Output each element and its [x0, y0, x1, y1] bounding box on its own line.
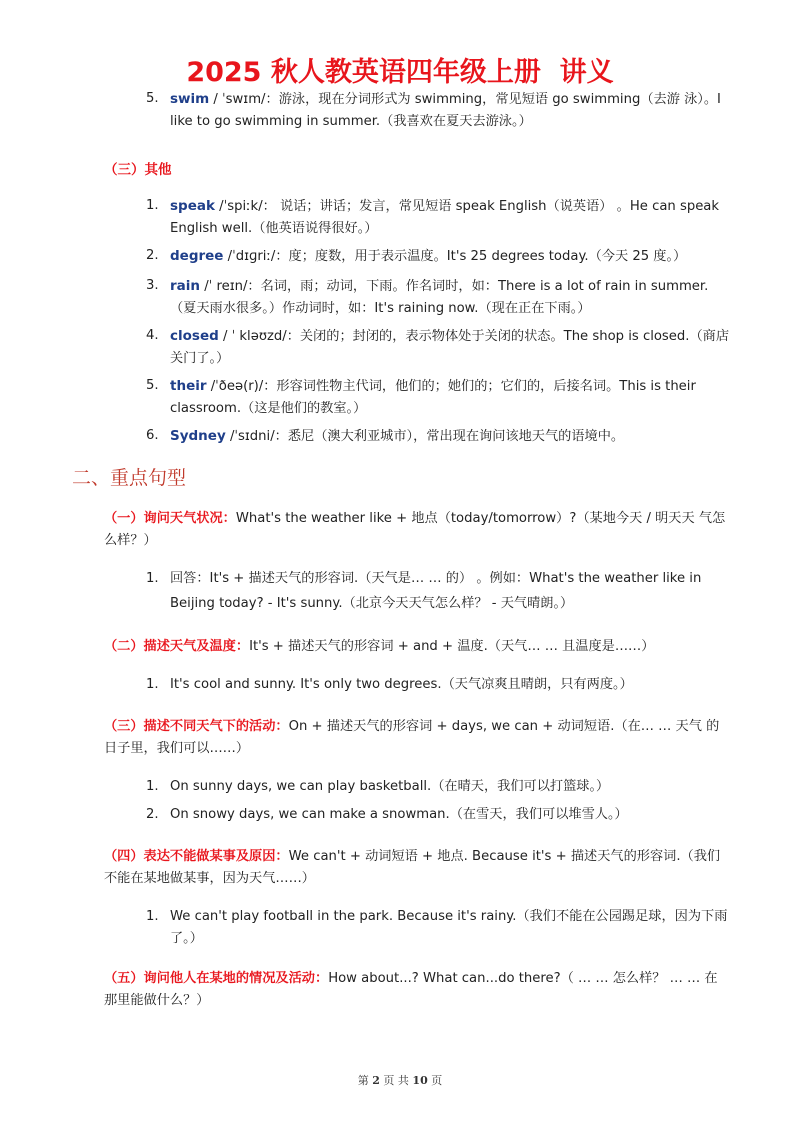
- pattern-label: （三）描述不同天气下的活动：: [104, 719, 289, 734]
- footer-mid: 页 共: [383, 1074, 409, 1087]
- example-item: [0, 674, 800, 696]
- pattern-text: On + 描述天气的形容词 + days, we can + 动词短语.（在… … 天气 的日子里，我们可以……）: [104, 719, 720, 756]
- example-text: On sunny days, we can play basketball.（在晴天，我们可以打篮球。）: [170, 779, 610, 794]
- item-number: 5.: [146, 378, 159, 393]
- sentence-pattern-heading: [104, 846, 726, 890]
- vocab-item-their: [0, 375, 800, 420]
- item-number: 6.: [146, 428, 159, 443]
- item-number: 2.: [146, 807, 159, 822]
- vocab-word: swim: [170, 91, 210, 107]
- others-heading: （三）其他: [104, 162, 172, 178]
- title-main: 2025 秋人教英语四年级上册: [186, 57, 541, 88]
- example-item: [0, 906, 800, 950]
- item-number: 3.: [146, 278, 159, 293]
- vocab-word: speak: [170, 198, 215, 214]
- page-footer: [0, 1072, 800, 1088]
- footer-page-number: 2: [372, 1074, 380, 1087]
- item-number: 1.: [146, 779, 159, 794]
- pattern-label: （一）询问天气状况：: [104, 511, 236, 526]
- item-number: 1.: [146, 677, 159, 692]
- item-number: 2.: [146, 248, 159, 263]
- vocab-word: their: [170, 378, 207, 394]
- example-text: 回答：It's + 描述天气的形容词.（天气是… … 的） 。例如：What's the weather like in Beijing today? - It's sunny.（北京今天天气怎么样？ - 天气晴朗。）: [170, 571, 702, 611]
- vocab-word: Sydney: [170, 428, 226, 444]
- vocab-definition: /ˈspiːk/： 说话；讲话；发言，常见短语 speak English（说英语） 。He can speak English well.（他英语说得很好。）: [170, 199, 720, 236]
- vocab-item-closed: [0, 325, 800, 370]
- pattern-text: How about...? What can...do there?（ … … 怎么样？ … … 在 那里能做什么？）: [104, 971, 718, 1008]
- document-title: [0, 50, 800, 89]
- sentence-pattern-heading: [104, 636, 726, 658]
- pattern-text: We can't + 动词短语 + 地点. Because it's + 描述天气的形容词.（我们不能在某地做某事，因为天气……）: [104, 849, 721, 886]
- vocab-item-sydney: [0, 425, 800, 448]
- vocab-item-speak: [0, 195, 800, 240]
- item-number: 4.: [146, 328, 159, 343]
- pattern-text: It's + 描述天气的形容词 + and + 温度.（天气… … 且温度是……）: [249, 639, 655, 654]
- vocab-definition: /ˈðeə(r)/：形容词性物主代词，他们的；她们的；它们的，后接名词。This is their classroom.（这是他们的教室。）: [170, 379, 696, 416]
- item-number: 1.: [146, 909, 159, 924]
- section-heading-key-sentences: 二、重点句型: [72, 467, 187, 489]
- vocab-definition: / ˈ kləʊzd/：关闭的；封闭的，表示物体处于关闭的状态。The shop is closed.（商店关门了。）: [170, 329, 730, 366]
- vocab-word: closed: [170, 328, 219, 344]
- sentence-pattern-heading: [104, 716, 726, 760]
- pattern-label: （五）询问他人在某地的情况及活动：: [104, 971, 329, 986]
- vocab-item-swim: [0, 88, 800, 133]
- footer-prefix: 第: [357, 1074, 369, 1087]
- pattern-label: （四）表达不能做某事及原因：: [104, 849, 289, 864]
- vocab-definition: /ˈdɪɡriː/：度；度数，用于表示温度。It's 25 degrees today.（今天 25 度。）: [223, 249, 687, 264]
- item-number: 5.: [146, 91, 159, 106]
- footer-total-pages: 10: [412, 1074, 428, 1087]
- vocab-item-rain: [0, 275, 800, 320]
- vocab-word: degree: [170, 248, 224, 264]
- sentence-pattern-heading: [104, 508, 726, 552]
- vocab-definition: /ˈsɪdni/：悉尼（澳大利亚城市），常出现在询问该地天气的语境中。: [225, 429, 625, 444]
- sentence-pattern-heading: [104, 968, 726, 1012]
- example-item: [0, 804, 800, 826]
- title-suffix: 讲义: [559, 57, 614, 88]
- pattern-text: What's the weather like + 地点（today/tomorrow）?（某地今天 / 明天天 气怎么样？）: [104, 511, 726, 548]
- content: [0, 88, 800, 1012]
- item-number: 1.: [146, 571, 159, 586]
- vocab-definition: /ˈ reɪn/：名词，雨；动词，下雨。作名词时，如：There is a lot of rain in summer.（夏天雨水很多。）作动词时，如：It's raining now.（现在正在下雨。）: [170, 279, 709, 316]
- example-item: [0, 776, 800, 798]
- example-text: On snowy days, we can make a snowman.（在雪天，我们可以堆雪人。）: [170, 807, 628, 822]
- item-number: 1.: [146, 198, 159, 213]
- footer-suffix: 页: [431, 1074, 443, 1087]
- pattern-label: （二）描述天气及温度：: [104, 639, 250, 654]
- vocab-item-degree: [0, 245, 800, 268]
- example-text: It's cool and sunny. It's only two degrees.（天气凉爽且晴朗，只有两度。）: [170, 677, 633, 692]
- example-text: We can't play football in the park. Because it's rainy.（我们不能在公园踢足球，因为下雨了。）: [170, 909, 728, 946]
- example-item: [0, 566, 800, 616]
- vocab-word: rain: [170, 278, 201, 294]
- vocab-definition: / ˈswɪm/：游泳，现在分词形式为 swimming，常见短语 go swimming（去游 泳）。I like to go swimming in summer.（我喜欢在夏天去游泳。）: [170, 92, 721, 129]
